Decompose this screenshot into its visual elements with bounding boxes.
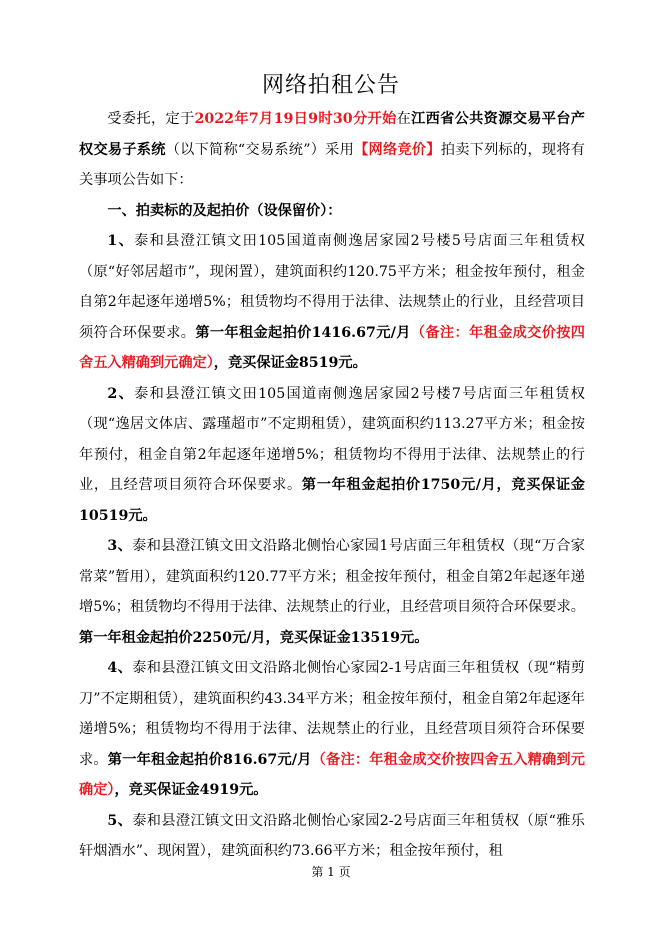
page-title: 网络拍租公告 — [261, 73, 400, 98]
item-deposit: ，竞买保证金8519元。 — [213, 355, 367, 371]
item-deposit: ，竞买保证金4919元。 — [114, 782, 268, 798]
intro-text-3: （以下简称“交易系统”）采用 — [165, 141, 355, 158]
auction-date: 2022年7月19日9时30分开始 — [194, 111, 397, 127]
section-heading: 一、拍卖标的及起拍价（设保留价）： — [107, 202, 342, 219]
announcement-body — [79, 104, 585, 867]
item-description: 泰和县澄江镇文田文沿路北侧怡心家园2-2号店面三年租赁权（原“雅乐轩烟酒水”、现闲置），建筑面积约73.66平方米；租金按年预付，租 — [79, 812, 585, 859]
item-price: 第一年租金起拍价2250元/月，竞买保证金13519元。 — [79, 629, 429, 646]
item-number: 4、 — [107, 660, 133, 676]
intro-text-2: 在 — [396, 111, 412, 127]
item-note: （备注：年租金成交价按四舍五入精确到元确定） — [79, 751, 585, 798]
item-number: 5、 — [107, 812, 133, 829]
item-number: 1、 — [107, 233, 135, 249]
list-item — [79, 226, 585, 379]
intro-text-1: 受委托，定于 — [107, 111, 195, 127]
item-number: 2、 — [107, 385, 135, 402]
trading-platform: 江西省公共资源交易平台产权交易子系统 — [79, 111, 585, 158]
item-note: （备注：年租金成交价按四舍五入精确到元确定） — [79, 324, 585, 371]
list-item — [79, 531, 585, 653]
list-item — [79, 379, 585, 532]
item-price: 第一年租金起拍价1416.67元/月 — [195, 324, 411, 341]
item-description: 泰和县澄江镇文田105国道南侧逸居家园2号楼7号店面三年租赁权（现“逸居文体店、露瑾超市”不定期租赁），建筑面积约113.27平方米；租金按年预付，租金自第2年起逐年递增5%；租赁物均不得用于法律、法规禁止的行业，且经营项目须符合环保要求。 — [79, 385, 585, 493]
intro-paragraph — [79, 104, 585, 196]
item-price: 第一年租金起拍价816.67元/月 — [107, 751, 312, 768]
item-number: 3、 — [107, 538, 133, 554]
item-description: 泰和县澄江镇文田文沿路北侧怡心家园2-1号店面三年租赁权（现“精剪刀”不定期租赁），建筑面积约43.34平方米；租金按年预付，租金自第2年起逐年递增5%；租赁物均不得用于法律、法规禁止的行业，且经营项目须符合环保要求。 — [79, 660, 585, 768]
intro-text-4: 拍卖下列标的，现将有关事项公告如下： — [79, 141, 585, 188]
list-item — [79, 806, 585, 867]
item-price: 第一年租金起拍价1750元/月，竞买保证金10519元。 — [79, 477, 585, 524]
page-number: 第 1 页 — [311, 865, 351, 879]
item-description: 泰和县澄江镇文田105国道南侧逸居家园2号楼5号店面三年租赁权（原“好邻居超市”，现闲置），建筑面积约120.75平方米；租金按年预付，租金自第2年起逐年递增5%；租赁物均不得用于法律、法规禁止的行业，且经营项目须符合环保要求。 — [79, 233, 585, 341]
bidding-method: 【网络竞价】 — [354, 141, 441, 158]
item-description: 泰和县澄江镇文田文沿路北侧怡心家园1号店面三年租赁权（现“万合家常菜”暂用），建筑面积约120.77平方米；租金按年预付，租金自第2年起逐年递增5%；租赁物均不得用于法律、法规禁止的行业，且经营项目须符合环保要求。 — [79, 538, 585, 615]
list-item — [79, 653, 585, 806]
